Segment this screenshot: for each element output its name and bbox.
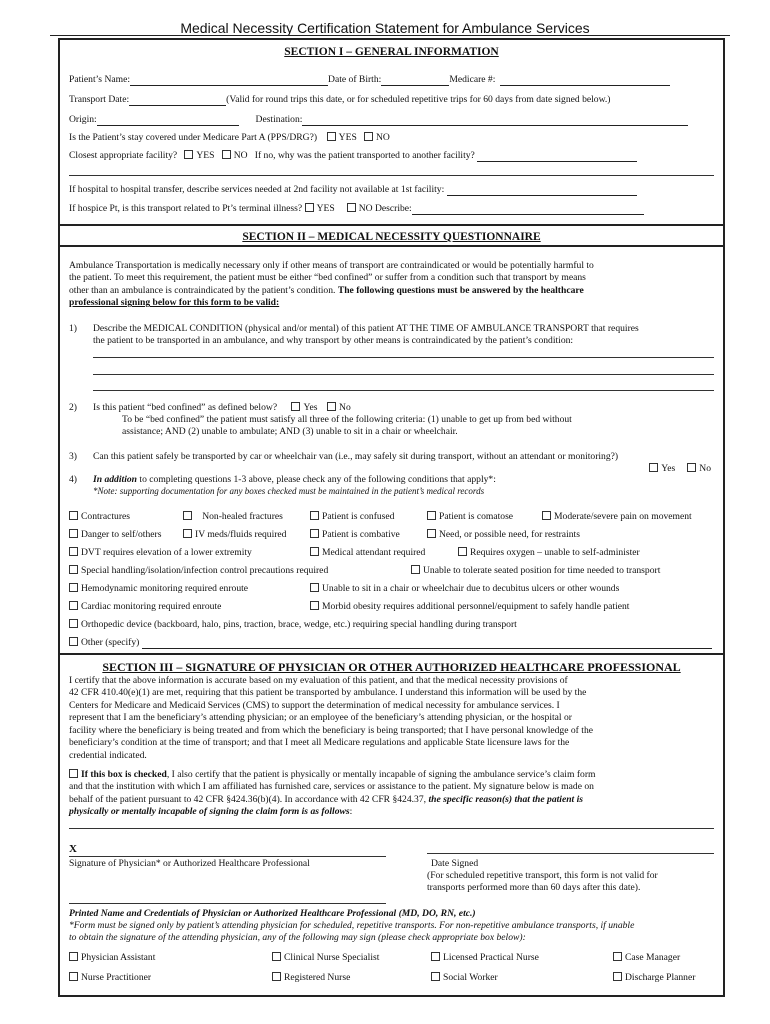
incapable-line-4 [69, 806, 714, 818]
closest-no-label: NO [233, 150, 248, 161]
section2-heading: SECTION II – MEDICAL NECESSITY QUESTIONNAIRE [242, 231, 541, 243]
role-label: Licensed Practical Nurse [443, 952, 539, 963]
patient-name-label: Patient’s Name: [69, 74, 131, 85]
destination-field[interactable] [302, 115, 688, 126]
q3-yes-label: Yes [661, 463, 676, 474]
condition-danger-to-self[interactable] [69, 529, 161, 541]
q3-no-label: No [699, 463, 711, 474]
signature-line[interactable] [69, 856, 386, 857]
part-a-label: Is the Patient’s stay covered under Medicare Part A (PPS/DRG?) [69, 132, 318, 143]
incapable-line-2: and that the institution with which I am affiliated has furnished care, services or assistance to the patient. My signature below is made on [69, 781, 594, 793]
q2-definition [122, 414, 572, 439]
condition-label: Special handling/isolation/infection control precautions required [81, 565, 329, 576]
dob-field[interactable] [381, 75, 449, 86]
checkbox[interactable] [310, 583, 319, 592]
hospice-yes-label: YES [316, 203, 335, 214]
date-note-line-1: (For scheduled repetitive transport, this form is not valid for [427, 870, 658, 881]
incapable-reason-line[interactable] [69, 828, 714, 829]
role-label: Physician Assistant [81, 952, 156, 963]
incapable-line-3 [69, 794, 714, 806]
condition-label: Cardiac monitoring required enroute [81, 601, 222, 612]
section-general-information [58, 38, 725, 247]
incapable-reason-a: the specific reason(s) that the patient is [428, 793, 584, 805]
checkbox[interactable] [310, 601, 319, 610]
condition-label: Hemodynamic monitoring required enroute [81, 583, 249, 594]
closest-yes-label: YES [196, 150, 215, 161]
checkbox[interactable] [69, 547, 78, 556]
section-signature [58, 653, 725, 997]
transport-date-label: Transport Date: [69, 94, 130, 105]
cert-line: represent that I am the beneficiary’s attending physician; or an employee of the beneficiary’s attending physician, or the hospital or [69, 712, 572, 724]
q2-yes-label: Yes [303, 402, 318, 413]
checkbox[interactable] [69, 637, 78, 646]
certification-paragraph [69, 675, 714, 762]
condition-label: Patient is confused [322, 511, 395, 522]
incapable-text-c: behalf of the patient pursuant to 42 CFR §424.36(b)(4). In accordance with 42 CFR §424.37, [69, 793, 429, 805]
signer-note-2: to obtain the signature of the attending physician, any of the following may sign (please check appropriate box below): [69, 932, 526, 943]
q3-text: Can this patient safely be transported by car or wheelchair van (i.e., may safely sit during transport, without an attendant or monitoring?) [93, 451, 619, 462]
date-signed-label: Date Signed [431, 858, 479, 869]
q2-no-label: No [339, 402, 351, 413]
intro-line-1: Ambulance Transportation is medically necessary only if other means of transport are contraindicated or would be potentially harmful to [69, 260, 594, 271]
checkbox[interactable] [69, 565, 78, 574]
condition-morbid-obesity[interactable] [310, 601, 629, 613]
transport-date-field[interactable] [129, 95, 226, 106]
checkbox[interactable] [69, 601, 78, 610]
intro-line-4: professional signing below for this form to be valid: [69, 297, 280, 309]
role-licensed-practical-nurse[interactable] [431, 952, 539, 964]
condition-special-handling[interactable] [69, 565, 328, 577]
role-registered-nurse[interactable] [272, 972, 350, 984]
condition-label: Orthopedic device (backboard, halo, pins, traction, brace, wedge, etc.) requiring special handling during transport [81, 619, 517, 630]
section3-heading: SECTION III – SIGNATURE OF PHYSICIAN OR OTHER AUTHORIZED HEALTHCARE PROFESSIONAL [102, 660, 681, 674]
intro-line-3b: The following questions must be answered by the healthcare [337, 284, 584, 296]
condition-contractures[interactable] [69, 511, 130, 523]
hospital-transfer-label: If hospital to hospital transfer, describe services needed at 2nd facility not available at 1st facility: [69, 184, 445, 195]
checkbox[interactable] [310, 511, 319, 520]
condition-seated-position[interactable] [411, 565, 660, 577]
part-a-yes-label: YES [338, 132, 357, 143]
checkbox[interactable] [431, 972, 440, 981]
part-a-row [69, 132, 714, 144]
hospice-label: If hospice Pt, is this transport related to Pt’s terminal illness? [69, 203, 303, 214]
role-nurse-practitioner[interactable] [69, 972, 151, 984]
checkbox[interactable] [272, 972, 281, 981]
condition-restraints[interactable] [427, 529, 580, 541]
destination-label: Destination: [255, 114, 303, 125]
checkbox[interactable] [272, 952, 281, 961]
condition-cardiac-monitoring[interactable] [69, 601, 221, 613]
q1-number: 1) [69, 323, 77, 334]
cert-line: I certify that the above information is accurate based on my evaluation of this patient, and that the medical necessity provisions of [69, 675, 568, 686]
intro-line-3 [69, 285, 714, 297]
checkbox[interactable] [69, 952, 78, 961]
cert-line: 42 CFR 410.40(e)(1) are met, requiring that this patient be transported by ambulance. I understand this information will be used by the [69, 687, 587, 699]
date-note [427, 870, 658, 895]
hospice-no-describe-label: NO Describe: [358, 203, 412, 214]
condition-label: Requires oxygen – unable to self-administer [470, 547, 640, 558]
q4-in-addition: In addition [93, 474, 137, 485]
checkbox[interactable] [431, 952, 440, 961]
q2-definition-line-1: To be “bed confined” the patient must satisfy all three of the following criteria: (1) unable to get up from bed without [122, 414, 572, 425]
condition-label: Non-healed fractures [202, 511, 283, 522]
condition-dvt[interactable] [69, 547, 252, 559]
role-label: Registered Nurse [284, 972, 351, 983]
condition-label: Unable to sit in a chair or wheelchair due to decubitus ulcers or other wounds [322, 583, 620, 594]
q4-text [93, 474, 496, 486]
part-a-yes-checkbox[interactable] [327, 132, 336, 141]
hospice-row [69, 203, 714, 215]
checkbox[interactable] [458, 547, 467, 556]
checkbox[interactable] [69, 511, 78, 520]
form-title: Medical Necessity Certification Statement for Ambulance Services [180, 20, 590, 36]
date-signed-line[interactable] [427, 853, 714, 854]
q1-answer-line-1[interactable] [93, 357, 714, 358]
role-label: Clinical Nurse Specialist [284, 952, 380, 963]
q1-line-1: Describe the MEDICAL CONDITION (physical and/or mental) of this patient AT THE TIME OF AMBULANCE TRANSPORT that requires [93, 323, 639, 334]
q3-number: 3) [69, 451, 77, 462]
role-label: Discharge Planner [625, 972, 696, 983]
intro-line-3a: other than an ambulance is contraindicated by the patient’s condition. [69, 284, 338, 296]
transport-date-note: (Valid for round trips this date, or for scheduled repetitive trips for 60 days from date signed below.) [226, 94, 611, 105]
origin-label: Origin: [69, 114, 97, 125]
q2-text: Is this patient “bed confined” as defined below? [93, 402, 278, 413]
signature-x-mark: X [69, 843, 77, 855]
q2-row [93, 402, 351, 414]
q4-rest: to completing questions 1-3 above, please check any of the following conditions that apply*: [137, 474, 496, 485]
incapable-paragraph [69, 769, 714, 819]
condition-label: Patient is combative [322, 529, 400, 540]
dob-label: Date of Birth: [328, 74, 382, 85]
incapable-text-a: , I also certify that the patient is physically or mentally incapable of signing the ambulance service’s claim form [166, 769, 596, 780]
checkbox[interactable] [69, 583, 78, 592]
if-no-label: If no, why was the patient transported to another facility? [254, 150, 475, 161]
incapable-reason-b: physically or mentally incapable of signing the claim form is as follows [69, 806, 350, 818]
signature-label: Signature of Physician* or Authorized Healthcare Professional [69, 858, 310, 869]
condition-label: Morbid obesity requires additional personnel/equipment to safely handle patient [322, 601, 630, 612]
checkbox[interactable] [310, 529, 319, 538]
checkbox[interactable] [542, 511, 551, 520]
checkbox[interactable] [310, 547, 319, 556]
q2-definition-line-2: assistance; AND (2) unable to ambulate; AND (3) unable to sit in a chair or wheelchair. [122, 426, 458, 438]
section2-intro [69, 260, 714, 310]
condition-label: Unable to tolerate seated position for time needed to transport [423, 565, 661, 576]
q1-line-2: the patient to be transported in an ambulance, and why transport by other means is contraindicated by the patient’s condition: [93, 335, 574, 347]
hospice-describe-field[interactable] [412, 204, 644, 215]
cert-line: Centers for Medicare and Medicaid Services (CMS) to support the determination of medical necessity for ambulance services. I [69, 699, 560, 711]
condition-hemodynamic-monitoring[interactable] [69, 583, 248, 595]
origin-row [69, 114, 714, 126]
condition-patient-confused[interactable] [310, 511, 394, 523]
q2-no-checkbox[interactable] [327, 402, 336, 411]
checkbox[interactable] [69, 972, 78, 981]
q2-yes-checkbox[interactable] [291, 402, 300, 411]
patient-name-field[interactable] [130, 75, 328, 86]
incapable-line-1 [69, 769, 714, 781]
role-discharge-planner[interactable] [613, 972, 695, 984]
condition-non-healed-fractures[interactable] [183, 511, 283, 523]
checkbox[interactable] [613, 972, 622, 981]
condition-patient-combative[interactable] [310, 529, 400, 541]
condition-medical-attendant[interactable] [310, 547, 425, 559]
section1-heading: SECTION I – GENERAL INFORMATION [284, 46, 499, 58]
condition-label: Moderate/severe pain on movement [554, 511, 692, 522]
role-label: Nurse Practitioner [81, 972, 152, 983]
condition-label: Medical attendant required [322, 547, 426, 558]
condition-iv-meds[interactable] [183, 529, 286, 541]
patient-row [69, 74, 714, 86]
q3-no-checkbox[interactable] [687, 463, 696, 472]
part-a-no-label: NO [375, 132, 390, 143]
q4-number: 4) [69, 474, 77, 485]
if-no-field[interactable] [477, 151, 637, 162]
signer-note-1: *Form must be signed only by patient’s attending physician for scheduled, repetitive transports. For non-repetitive ambulance transports, if unable [69, 920, 635, 931]
printed-name-line[interactable] [69, 903, 386, 904]
hospital-transfer-row [69, 184, 714, 196]
q2-number: 2) [69, 402, 77, 413]
condition-label: Danger to self/others [81, 529, 162, 540]
checkbox[interactable] [69, 619, 78, 628]
q3-answer [649, 463, 711, 475]
if-no-continuation-line[interactable] [69, 175, 714, 176]
closest-no-checkbox[interactable] [222, 150, 231, 159]
condition-decubitus-ulcers[interactable] [310, 583, 619, 595]
printed-name-label: Printed Name and Credentials of Physician or Authorized Healthcare Professional (MD, DO, RN, etc.) [69, 908, 476, 919]
condition-orthopedic-device[interactable] [69, 619, 517, 631]
incapable-checkbox[interactable] [69, 769, 78, 778]
closest-facility-row [69, 150, 714, 162]
condition-label: IV meds/fluids required [195, 529, 287, 540]
medicare-label: Medicare #: [449, 74, 496, 85]
condition-requires-oxygen[interactable] [458, 547, 640, 559]
q4-note: *Note: supporting documentation for any boxes checked must be maintained in the patient’s medical records [93, 486, 485, 496]
condition-label: Contractures [81, 511, 131, 522]
intro-line-2: the patient. To meet this requirement, the patient must be either “bed confined” or suffer from a condition such that transport by means [69, 272, 586, 284]
role-physician-assistant[interactable] [69, 952, 155, 964]
closest-yes-checkbox[interactable] [184, 150, 193, 159]
condition-patient-comatose[interactable] [427, 511, 513, 523]
condition-label: Patient is comatose [439, 511, 514, 522]
role-clinical-nurse-specialist[interactable] [272, 952, 379, 964]
checkbox[interactable] [427, 529, 436, 538]
hospice-yes-checkbox[interactable] [305, 203, 314, 212]
other-specify-field[interactable] [142, 638, 712, 649]
q1-text [93, 323, 639, 348]
q3-yes-checkbox[interactable] [649, 463, 658, 472]
checkbox[interactable] [183, 511, 192, 520]
incapable-colon: : [349, 806, 353, 818]
hospital-transfer-field[interactable] [447, 185, 637, 196]
role-label: Social Worker [443, 972, 498, 983]
condition-label: Need, or possible need, for restraints [439, 529, 580, 540]
section-medical-necessity [58, 224, 725, 655]
condition-moderate-severe-pain[interactable] [542, 511, 692, 523]
role-case-manager[interactable] [613, 952, 680, 964]
cert-line: beneficiary’s condition at the time of transport; and that I meet all Medicare regulations and applicable State licensure laws for the [69, 737, 570, 749]
checkbox[interactable] [427, 511, 436, 520]
condition-label: Other (specify) [81, 637, 140, 648]
cert-line: credential indicated. [69, 749, 147, 761]
transport-date-row [69, 94, 714, 106]
role-label: Case Manager [625, 952, 681, 963]
q1-answer-line-2[interactable] [93, 374, 714, 375]
q1-answer-line-3[interactable] [93, 390, 714, 391]
role-social-worker[interactable] [431, 972, 498, 984]
checkbox[interactable] [69, 529, 78, 538]
condition-label: DVT requires elevation of a lower extremity [81, 547, 252, 558]
closest-facility-label: Closest appropriate facility? [69, 150, 178, 161]
medicare-field[interactable] [500, 75, 670, 86]
condition-other[interactable] [69, 637, 712, 649]
date-note-line-2: transports performed more than 60 days after this date). [427, 882, 641, 894]
checkbox[interactable] [411, 565, 420, 574]
hospice-no-checkbox[interactable] [347, 203, 356, 212]
checkbox[interactable] [613, 952, 622, 961]
part-a-no-checkbox[interactable] [364, 132, 373, 141]
incapable-bold: If this box is checked [81, 769, 167, 780]
title-rule [50, 35, 730, 36]
checkbox[interactable] [183, 529, 192, 538]
origin-field[interactable] [97, 115, 239, 126]
cert-line: facility where the beneficiary is being treated and from which the beneficiary is being transported; that I have personal knowledge of the [69, 724, 593, 736]
